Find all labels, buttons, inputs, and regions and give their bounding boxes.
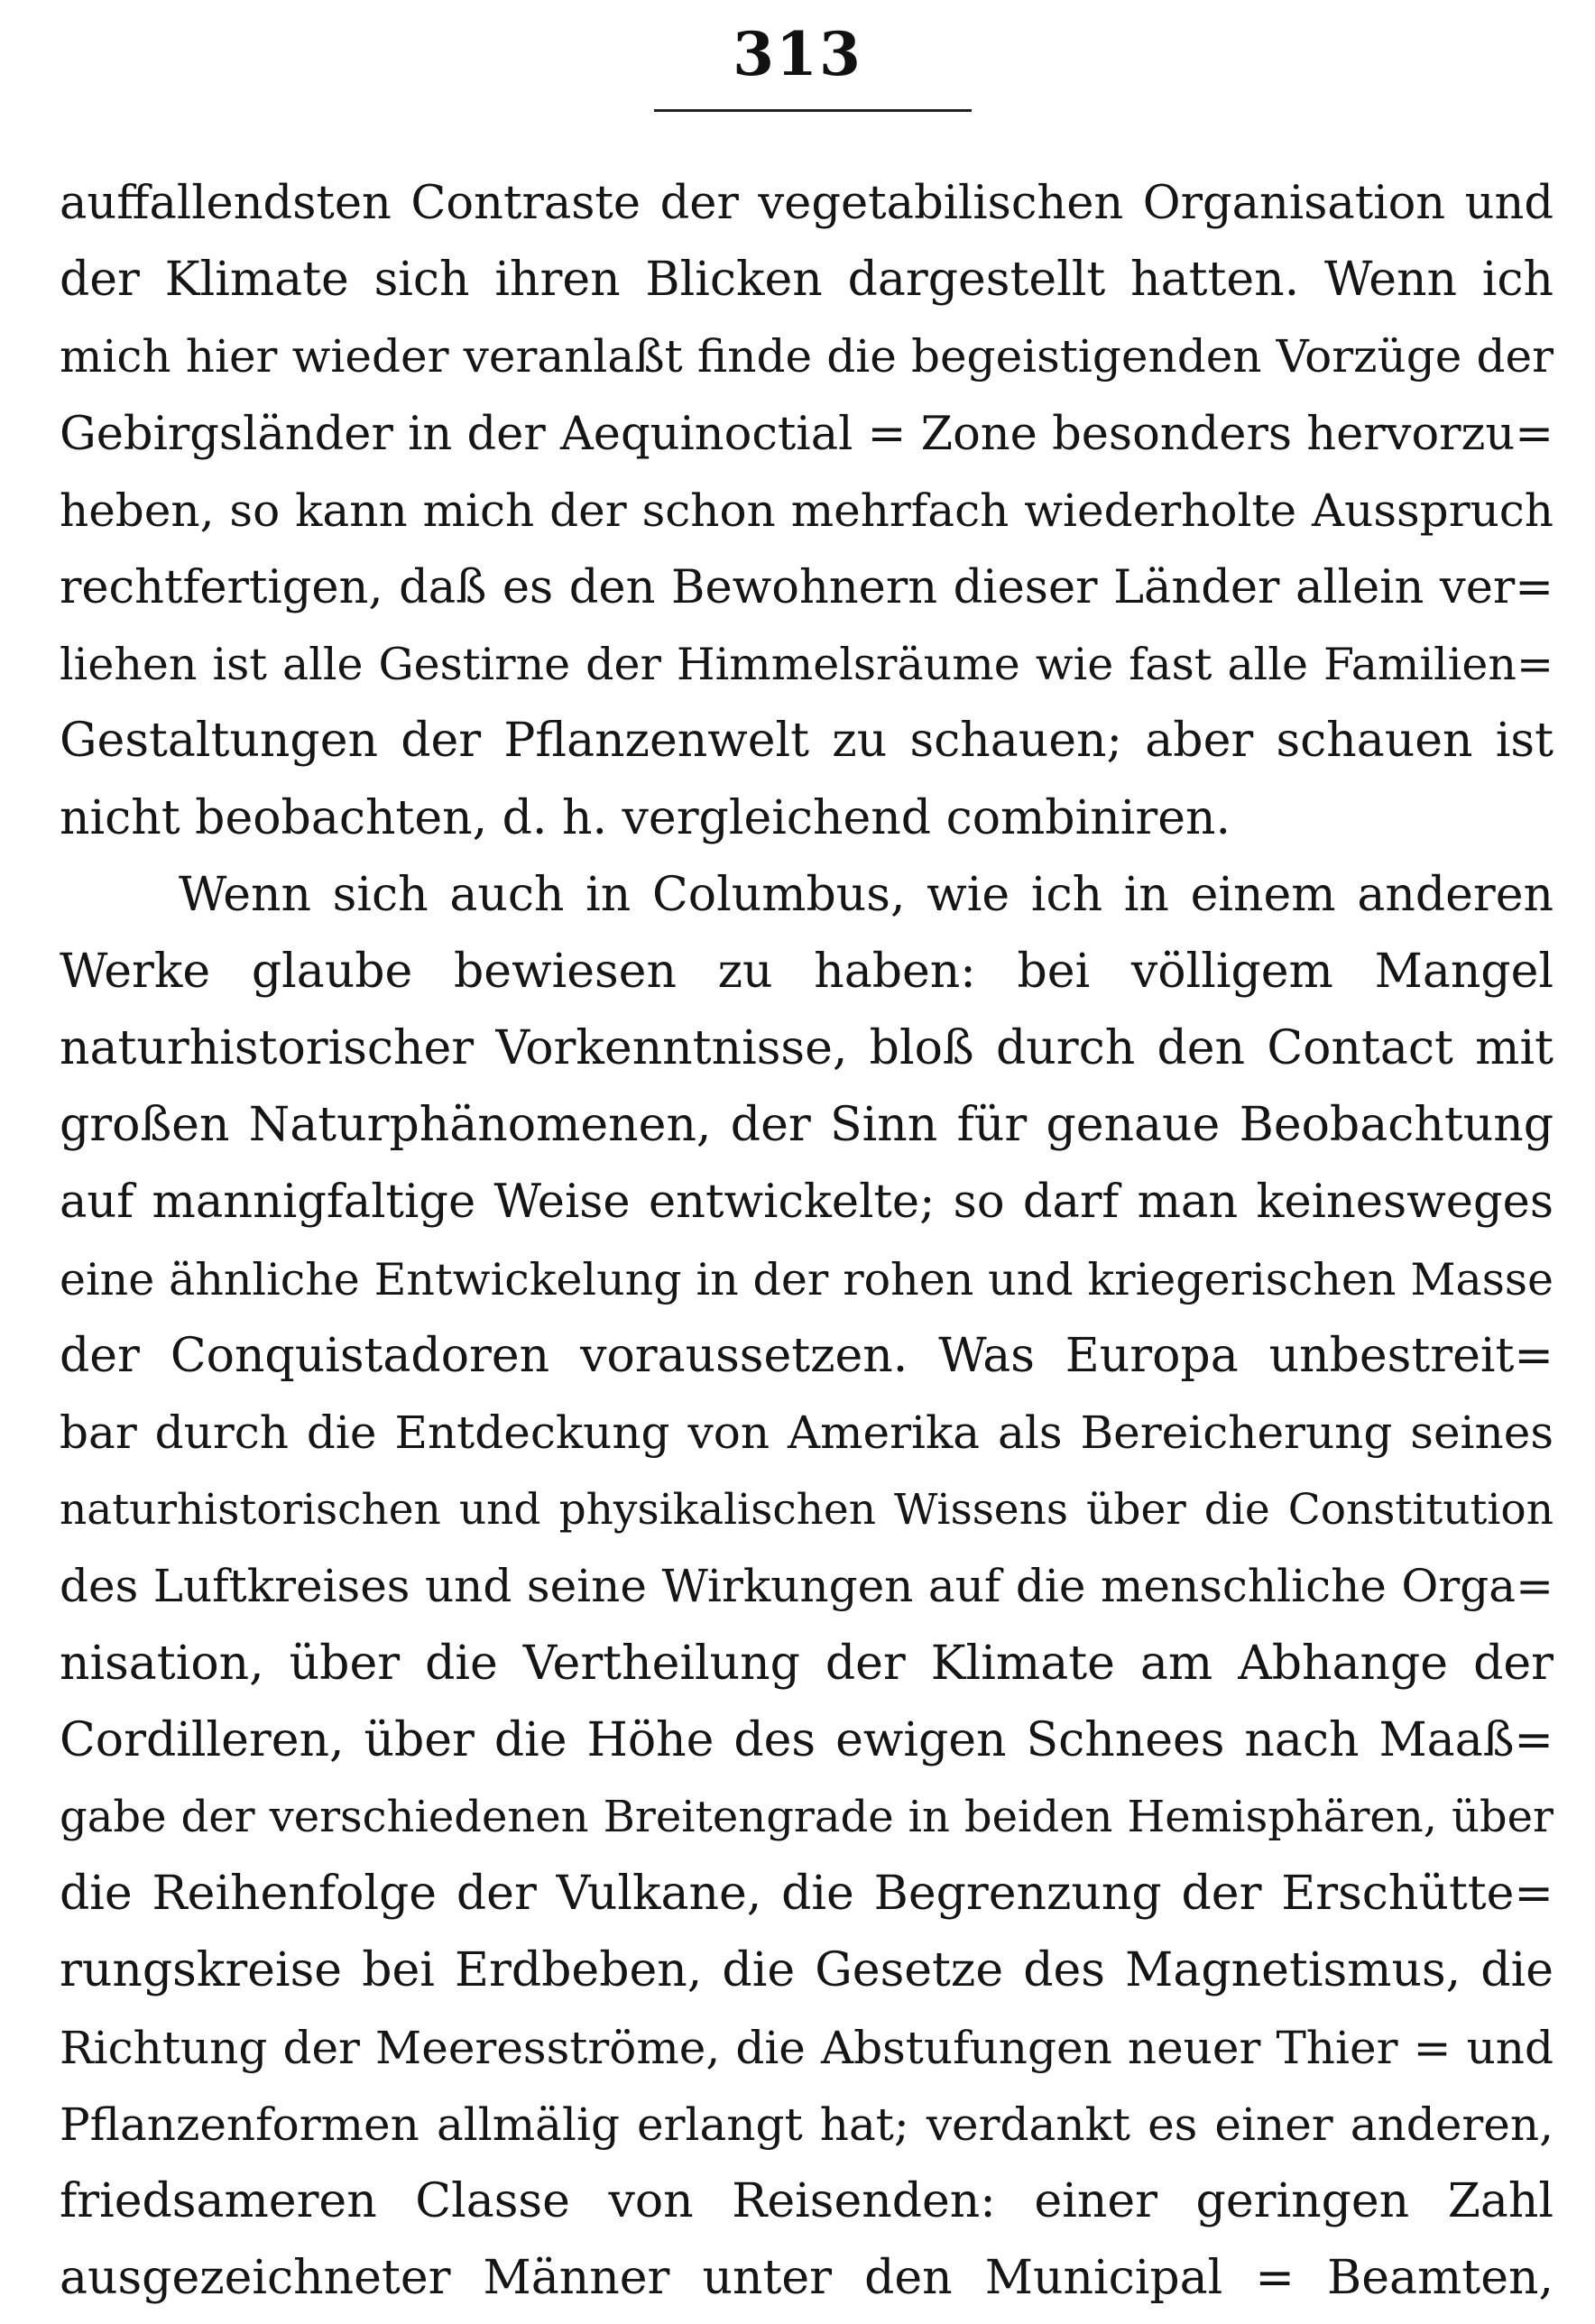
text-line: eine ähnliche Entwickelung in der rohen und kriegerischen Masse: [60, 1253, 1554, 1305]
text-line: heben, so kann mich der schon mehrfach wiederholte Ausspruch: [60, 484, 1554, 537]
text-line: rechtfertigen, daß es den Bewohnern dieser Länder allein ver=: [60, 560, 1554, 614]
text-line: liehen ist alle Gestirne der Himmelsräume wie fast alle Familien=: [60, 639, 1554, 691]
text-line: Wenn sich auch in Columbus, wie ich in einem anderen: [179, 867, 1554, 922]
text-line: rungskreise bei Erdbeben, die Gesetze des Magnetismus, die: [60, 1943, 1554, 1998]
page-number: 313: [733, 19, 862, 89]
text-line: Gebirgsländer in der Aequinoctial = Zone besonders hervorzu=: [60, 407, 1554, 461]
text-line: friedsameren Classe von Reisenden: einer geringen Zahl: [60, 2173, 1554, 2228]
text-line: der Klimate sich ihren Blicken dargestellt hatten. Wenn ich: [60, 253, 1554, 308]
paragraph-2: [60, 857, 1554, 2318]
text-line: mich hier wieder veranlaßt finde die begeistigenden Vorzüge der: [60, 330, 1554, 383]
text-line: nicht beobachten, d. h. vergleichend combiniren.: [60, 790, 1231, 845]
text-line: Cordilleren, über die Höhe des ewigen Schnees nach Maaß=: [60, 1712, 1554, 1767]
text-line: naturhistorischer Vorkenntnisse, bloß durch den Contact mit: [60, 1021, 1554, 1076]
paragraph-1: [60, 165, 1554, 857]
text-line: Werke glaube bewiesen zu haben: bei völligem Mangel: [60, 944, 1554, 999]
text-line: der Conquistadoren voraussetzen. Was Europa unbestreit=: [60, 1328, 1554, 1383]
text-line: auffallendsten Contraste der vegetabilischen Organisation und: [60, 177, 1554, 230]
header-rule: [654, 109, 972, 112]
text-line: ausgezeichneter Männer unter den Municipal = Beamten,: [60, 2251, 1554, 2306]
body-text: [60, 165, 1554, 2317]
text-line: Richtung der Meeresströme, die Abstufungen neuer Thier = und: [60, 2021, 1554, 2074]
text-line: naturhistorischen und physikalischen Wissens über die Constitution: [60, 1485, 1554, 1536]
text-line: die Reihenfolge der Vulkane, die Begrenzung der Erschütte=: [60, 1867, 1554, 1922]
text-line: des Luftkreises und seine Wirkungen auf die menschliche Orga=: [60, 1560, 1554, 1613]
text-line: Pflanzenformen allmälig erlangt hat; verdankt es einer anderen,: [60, 2098, 1554, 2151]
text-line: auf mannigfaltige Weise entwickelte; so darf man keinesweges: [60, 1176, 1554, 1230]
text-line: bar durch die Entdeckung von Amerika als Bereicherung seines: [60, 1406, 1554, 1459]
text-line: Gestaltungen der Pflanzenwelt zu schauen; aber schauen ist: [60, 714, 1554, 769]
text-line: nisation, über die Vertheilung der Klimate am Abhange der: [60, 1636, 1554, 1691]
text-line: großen Naturphänomenen, der Sinn für genaue Beobachtung: [60, 1098, 1554, 1153]
text-line: gabe der verschiedenen Breitengrade in beiden Hemisphären, über: [60, 1791, 1554, 1842]
